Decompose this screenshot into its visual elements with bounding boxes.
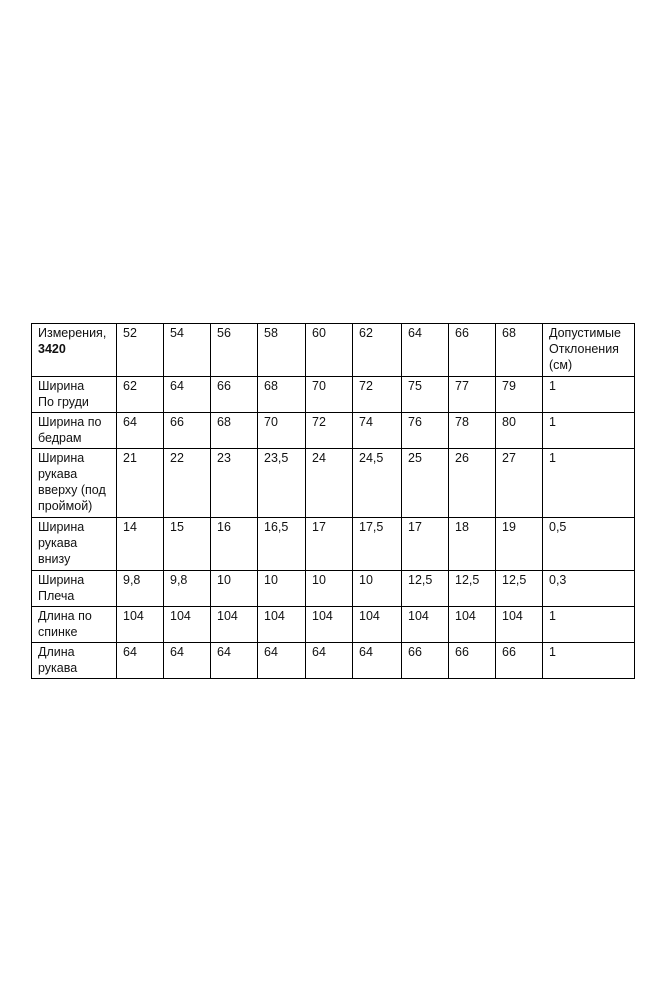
row-label-line: рукава: [38, 467, 78, 481]
row-label-cell: [32, 377, 117, 413]
value-cell: 66: [449, 643, 496, 679]
row-label-line: рукава: [38, 661, 78, 675]
value-cell: 62: [117, 377, 164, 413]
value-cell: 64: [258, 643, 306, 679]
row-label-line: По груди: [38, 395, 89, 409]
value-cell: 22: [164, 449, 211, 518]
model-number: 3420: [38, 342, 66, 356]
value-cell: 64: [306, 643, 353, 679]
row-label-line: Ширина: [38, 451, 85, 465]
value-cell: 74: [353, 413, 402, 449]
value-cell: 10: [211, 571, 258, 607]
row-label-cell: [32, 571, 117, 607]
size-chart-table: [31, 323, 635, 679]
value-cell: 9,8: [164, 571, 211, 607]
value-cell: 24,5: [353, 449, 402, 518]
value-cell: 12,5: [496, 571, 543, 607]
table-row-hip-width: [32, 413, 635, 449]
row-label-line: Длина по: [38, 609, 92, 623]
header-label-text: Измерения,: [38, 326, 107, 340]
value-cell: 104: [164, 607, 211, 643]
value-cell: 17: [402, 518, 449, 571]
tolerance-header-cell: [543, 324, 635, 377]
value-cell: 21: [117, 449, 164, 518]
size-header-cell: 54: [164, 324, 211, 377]
table-row-sleeve-top-width: [32, 449, 635, 518]
value-cell: 64: [353, 643, 402, 679]
value-cell: 104: [496, 607, 543, 643]
row-label-cell: [32, 518, 117, 571]
size-header-cell: 56: [211, 324, 258, 377]
row-label-line: Длина: [38, 645, 75, 659]
value-cell: 70: [258, 413, 306, 449]
row-label-line: Ширина: [38, 573, 85, 587]
value-cell: 75: [402, 377, 449, 413]
value-cell: 10: [306, 571, 353, 607]
row-label-line: вверху (под: [38, 483, 106, 497]
value-cell: 25: [402, 449, 449, 518]
row-label-line: Ширина по: [38, 415, 102, 429]
value-cell: 79: [496, 377, 543, 413]
value-cell: 80: [496, 413, 543, 449]
table-row-sleeve-bottom-width: [32, 518, 635, 571]
value-cell: 64: [164, 377, 211, 413]
table-row-back-length: [32, 607, 635, 643]
size-header-cell: 58: [258, 324, 306, 377]
tolerance-header-line: (см): [549, 358, 573, 372]
value-cell: 104: [306, 607, 353, 643]
value-cell: 104: [402, 607, 449, 643]
value-cell: 64: [164, 643, 211, 679]
value-cell: 72: [353, 377, 402, 413]
value-cell: 64: [117, 643, 164, 679]
tolerance-cell: 1: [543, 449, 635, 518]
value-cell: 64: [211, 643, 258, 679]
value-cell: 76: [402, 413, 449, 449]
value-cell: 66: [402, 643, 449, 679]
size-header-cell: 68: [496, 324, 543, 377]
value-cell: 66: [211, 377, 258, 413]
value-cell: 70: [306, 377, 353, 413]
value-cell: 68: [258, 377, 306, 413]
value-cell: 23: [211, 449, 258, 518]
value-cell: 12,5: [402, 571, 449, 607]
row-label-cell: [32, 449, 117, 518]
tolerance-cell: 1: [543, 607, 635, 643]
row-label-cell: [32, 643, 117, 679]
size-header-cell: 62: [353, 324, 402, 377]
table-row-sleeve-length: [32, 643, 635, 679]
value-cell: 104: [211, 607, 258, 643]
table-row-chest-width: [32, 377, 635, 413]
value-cell: 68: [211, 413, 258, 449]
row-label-cell: [32, 607, 117, 643]
header-row: [32, 324, 635, 377]
value-cell: 16,5: [258, 518, 306, 571]
value-cell: 9,8: [117, 571, 164, 607]
row-label-line: проймой): [38, 499, 93, 513]
size-header-cell: 66: [449, 324, 496, 377]
value-cell: 104: [117, 607, 164, 643]
value-cell: 15: [164, 518, 211, 571]
tolerance-cell: 1: [543, 413, 635, 449]
tolerance-header-line: Допустимые: [549, 326, 621, 340]
row-label-line: спинке: [38, 625, 78, 639]
value-cell: 104: [353, 607, 402, 643]
value-cell: 10: [353, 571, 402, 607]
value-cell: 17,5: [353, 518, 402, 571]
row-label-line: внизу: [38, 552, 71, 566]
value-cell: 19: [496, 518, 543, 571]
row-label-cell: [32, 413, 117, 449]
value-cell: 26: [449, 449, 496, 518]
header-label-cell: [32, 324, 117, 377]
value-cell: 66: [496, 643, 543, 679]
tolerance-cell: 0,5: [543, 518, 635, 571]
row-label-line: Плеча: [38, 589, 75, 603]
value-cell: 78: [449, 413, 496, 449]
value-cell: 18: [449, 518, 496, 571]
row-label-line: рукава: [38, 536, 78, 550]
size-header-cell: 52: [117, 324, 164, 377]
size-header-cell: 64: [402, 324, 449, 377]
value-cell: 104: [258, 607, 306, 643]
tolerance-cell: 1: [543, 643, 635, 679]
value-cell: 12,5: [449, 571, 496, 607]
value-cell: 23,5: [258, 449, 306, 518]
value-cell: 24: [306, 449, 353, 518]
value-cell: 66: [164, 413, 211, 449]
value-cell: 10: [258, 571, 306, 607]
row-label-line: бедрам: [38, 431, 82, 445]
value-cell: 64: [117, 413, 164, 449]
row-label-line: Ширина: [38, 520, 85, 534]
tolerance-cell: 1: [543, 377, 635, 413]
row-label-line: Ширина: [38, 379, 85, 393]
value-cell: 104: [449, 607, 496, 643]
tolerance-cell: 0,3: [543, 571, 635, 607]
value-cell: 27: [496, 449, 543, 518]
value-cell: 72: [306, 413, 353, 449]
table-row-shoulder-width: [32, 571, 635, 607]
value-cell: 14: [117, 518, 164, 571]
size-header-cell: 60: [306, 324, 353, 377]
tolerance-header-line: Отклонения: [549, 342, 619, 356]
value-cell: 16: [211, 518, 258, 571]
value-cell: 17: [306, 518, 353, 571]
value-cell: 77: [449, 377, 496, 413]
